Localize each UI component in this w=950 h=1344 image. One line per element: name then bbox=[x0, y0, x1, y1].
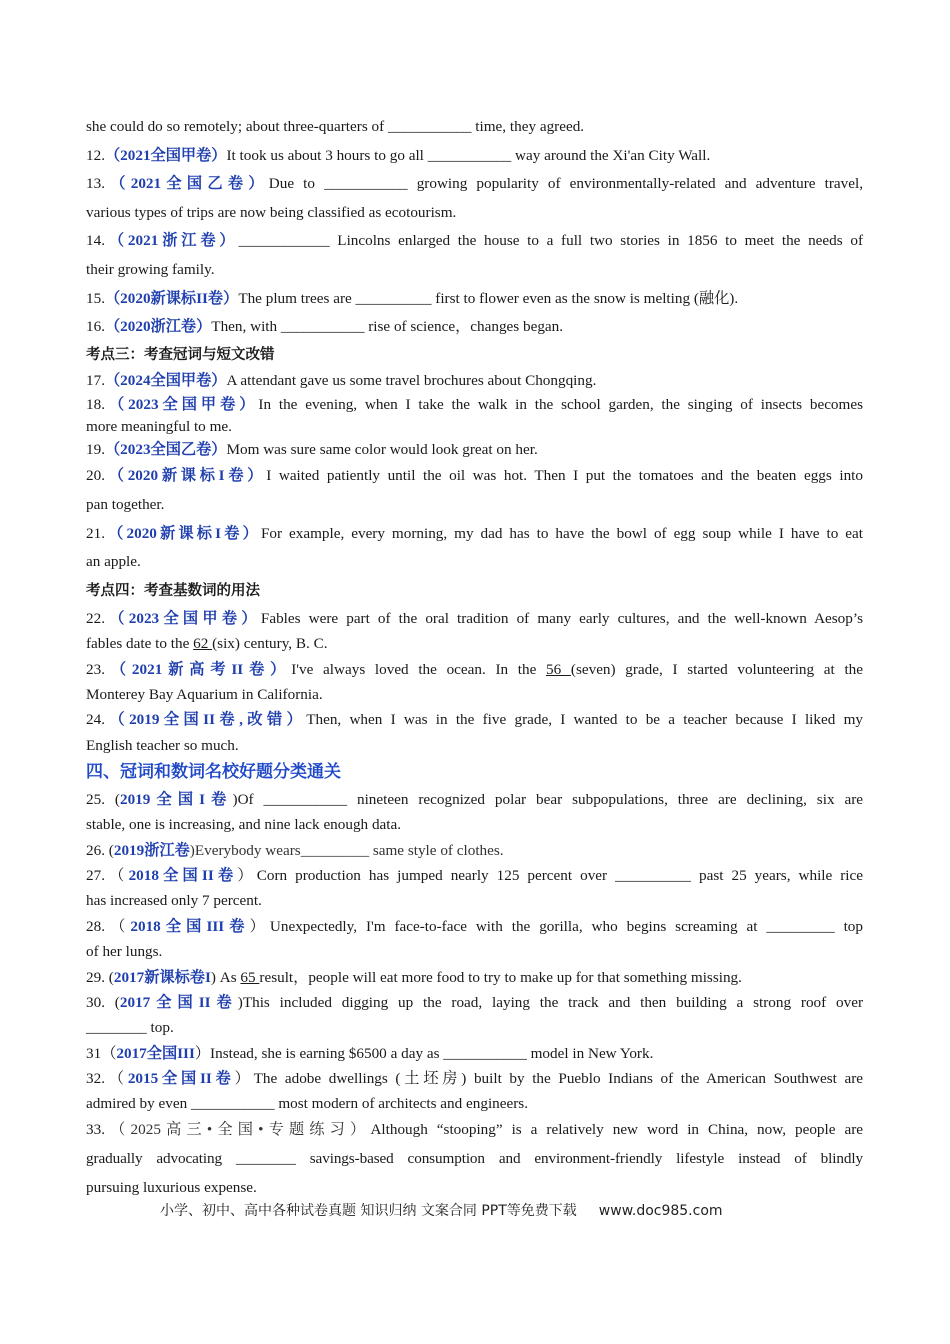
question-27: 27.（2018全国II卷）Corn production has jumped nearly 125 percent over __________ past 25 years, while rice bbox=[86, 867, 864, 884]
source-tag: （2025高三•全国•专题练习） bbox=[104, 1121, 371, 1138]
question-30: 30. (2017全国II卷)This included digging up the road, laying the track and then building a strong roof over bbox=[86, 994, 864, 1011]
question-12: 12.（2021全国甲卷）It took us about 3 hours to go all ___________ way around the Xi'an City Wall. bbox=[86, 147, 711, 164]
source-tag: 2015全国II卷 bbox=[127, 1070, 235, 1087]
question-20: 20.（2020新课标I卷）I waited patiently until the oil was hot. Then I put the tomatoes and the beaten eggs into bbox=[86, 467, 863, 484]
question-33-continuation: gradually advocating ________ savings-based consumption and environment-friendly lifestyle instead of blindly bbox=[86, 1150, 863, 1167]
source-tag: 2019浙江卷 bbox=[113, 842, 190, 859]
question-22-continuation: fables date to the 62 (six) century, B. C. bbox=[86, 635, 328, 652]
question-28-continuation: of her lungs. bbox=[86, 943, 163, 960]
question-17: 17.（2024全国甲卷）A attendant gave us some travel brochures about Chongqing. bbox=[86, 372, 597, 389]
source-tag: （2020新课标I卷） bbox=[104, 467, 267, 484]
source-tag: 2018全国III卷 bbox=[130, 918, 250, 935]
source-tag: （2021浙江卷） bbox=[104, 232, 239, 249]
source-tag: （2021全国甲卷） bbox=[104, 147, 227, 164]
source-tag: 2017新课标卷I bbox=[113, 969, 211, 986]
question-31: 31（2017全国III）Instead, she is earning $6500 a day as ___________ model in New York. bbox=[86, 1045, 654, 1062]
question-24-continuation: English teacher so much. bbox=[86, 737, 239, 754]
question-21: 21.（2020新课标I卷）For example, every morning, my dad has to have the bowl of egg soup while I have to eat bbox=[86, 525, 863, 542]
source-tag: 2019全国I卷 bbox=[119, 791, 233, 808]
answer-blank: 65 bbox=[240, 969, 260, 986]
question-23-continuation: Monterey Bay Aquarium in California. bbox=[86, 686, 323, 703]
question-14-continuation: their growing family. bbox=[86, 261, 215, 278]
question-33-continuation-2: pursuing luxurious expense. bbox=[86, 1179, 257, 1196]
source-tag: （2023全国乙卷） bbox=[104, 441, 227, 458]
question-24: 24.（2019全国II卷,改错）Then, when I was in the five grade, I wanted to be a teacher because I liked my bbox=[86, 711, 863, 728]
footer-text: 小学、初中、高中各种试卷真题 知识归纳 文案合同 PPT等免费下载 bbox=[160, 1203, 577, 1219]
question-30-continuation: ________ top. bbox=[86, 1019, 174, 1036]
question-20-continuation: pan together. bbox=[86, 496, 165, 513]
q11-continuation: she could do so remotely; about three-quarters of ___________ time, they agreed. bbox=[86, 118, 585, 135]
source-tag: （2020新课标II卷） bbox=[104, 290, 239, 307]
source-tag: （2024全国甲卷） bbox=[104, 372, 227, 389]
question-18-continuation: more meaningful to me. bbox=[86, 418, 232, 435]
question-23: 23.（2021新高考II卷）I've always loved the ocean. In the 56 (seven) grade, I started volunteering at the bbox=[86, 661, 863, 678]
question-25: 25. (2019全国I卷)Of ___________ nineteen recognized polar bear subpopulations, three are declining, six are bbox=[86, 791, 864, 808]
section-title: 四、冠词和数词名校好题分类通关 bbox=[86, 762, 341, 782]
question-25-continuation: stable, one is increasing, and nine lack enough data. bbox=[86, 816, 402, 833]
source-tag: （2020浙江卷） bbox=[104, 318, 212, 335]
question-21-continuation: an apple. bbox=[86, 553, 141, 570]
source-tag: 2017全国III bbox=[116, 1045, 195, 1062]
page-footer bbox=[160, 1200, 800, 1222]
question-28: 28.（2018全国III卷）Unexpectedly, I'm face-to-face with the gorilla, who begins screaming at _________ top bbox=[86, 918, 863, 935]
source-tag: （2021新高考II卷） bbox=[104, 661, 292, 678]
question-33: 33.（2025高三•全国•专题练习）Although “stooping” is a relatively new word in China, now, people are bbox=[86, 1121, 863, 1138]
question-32-continuation: admired by even ___________ most modern of architects and engineers. bbox=[86, 1095, 529, 1112]
question-18: 18.（2023全国甲卷）In the evening, when I take the walk in the school garden, the singing of insects becomes bbox=[86, 396, 863, 413]
question-29: 29. (2017新课标卷I) As 65 result，people will eat more food to try to make up for that something missing. bbox=[86, 969, 742, 986]
footer-url[interactable]: www.doc985.com bbox=[598, 1203, 723, 1219]
question-13-continuation: various types of trips are now being classified as ecotourism. bbox=[86, 204, 457, 221]
answer-blank: 56 bbox=[546, 661, 571, 678]
question-22: 22.（2023全国甲卷）Fables were part of the oral tradition of many early cultures, and the well-known Aesop’s bbox=[86, 610, 864, 627]
question-16: 16.（2020浙江卷）Then, with ___________ rise of science，changes began. bbox=[86, 318, 564, 335]
question-14: 14.（2021浙江卷）____________ Lincolns enlarged the house to a full two stories in 1856 to meet the needs of bbox=[86, 232, 864, 249]
source-tag: 2018全国II卷 bbox=[128, 867, 238, 884]
question-32: 32.（2015全国II卷）The adobe dwellings (土坯房) built by the Pueblo Indians of the American Southwest are bbox=[86, 1070, 864, 1087]
source-tag: （2023全国甲卷） bbox=[104, 396, 259, 413]
source-tag: （2023全国甲卷） bbox=[104, 610, 261, 627]
question-27-continuation: has increased only 7 percent. bbox=[86, 892, 262, 909]
source-tag: （2021全国乙卷） bbox=[104, 175, 269, 192]
question-19: 19.（2023全国乙卷）Mom was sure same color would look great on her. bbox=[86, 441, 538, 458]
question-13: 13.（2021全国乙卷）Due to ___________ growing popularity of environmentally-related and adventure travel, bbox=[86, 175, 863, 192]
heading-point-4: 考点四：考查基数词的用法 bbox=[86, 583, 260, 599]
source-tag: （2020新课标I卷） bbox=[104, 525, 261, 542]
heading-point-3: 考点三：考查冠词与短文改错 bbox=[86, 347, 275, 363]
source-tag: 2017全国II卷 bbox=[119, 994, 238, 1011]
question-15: 15.（2020新课标II卷）The plum trees are __________ first to flower even as the snow is melting (融化). bbox=[86, 290, 739, 307]
source-tag: （2019全国II卷,改错） bbox=[104, 711, 307, 728]
question-26: 26. (2019浙江卷)Everybody wears_________ same style of clothes. bbox=[86, 842, 504, 859]
answer-blank: 62 bbox=[193, 635, 213, 652]
